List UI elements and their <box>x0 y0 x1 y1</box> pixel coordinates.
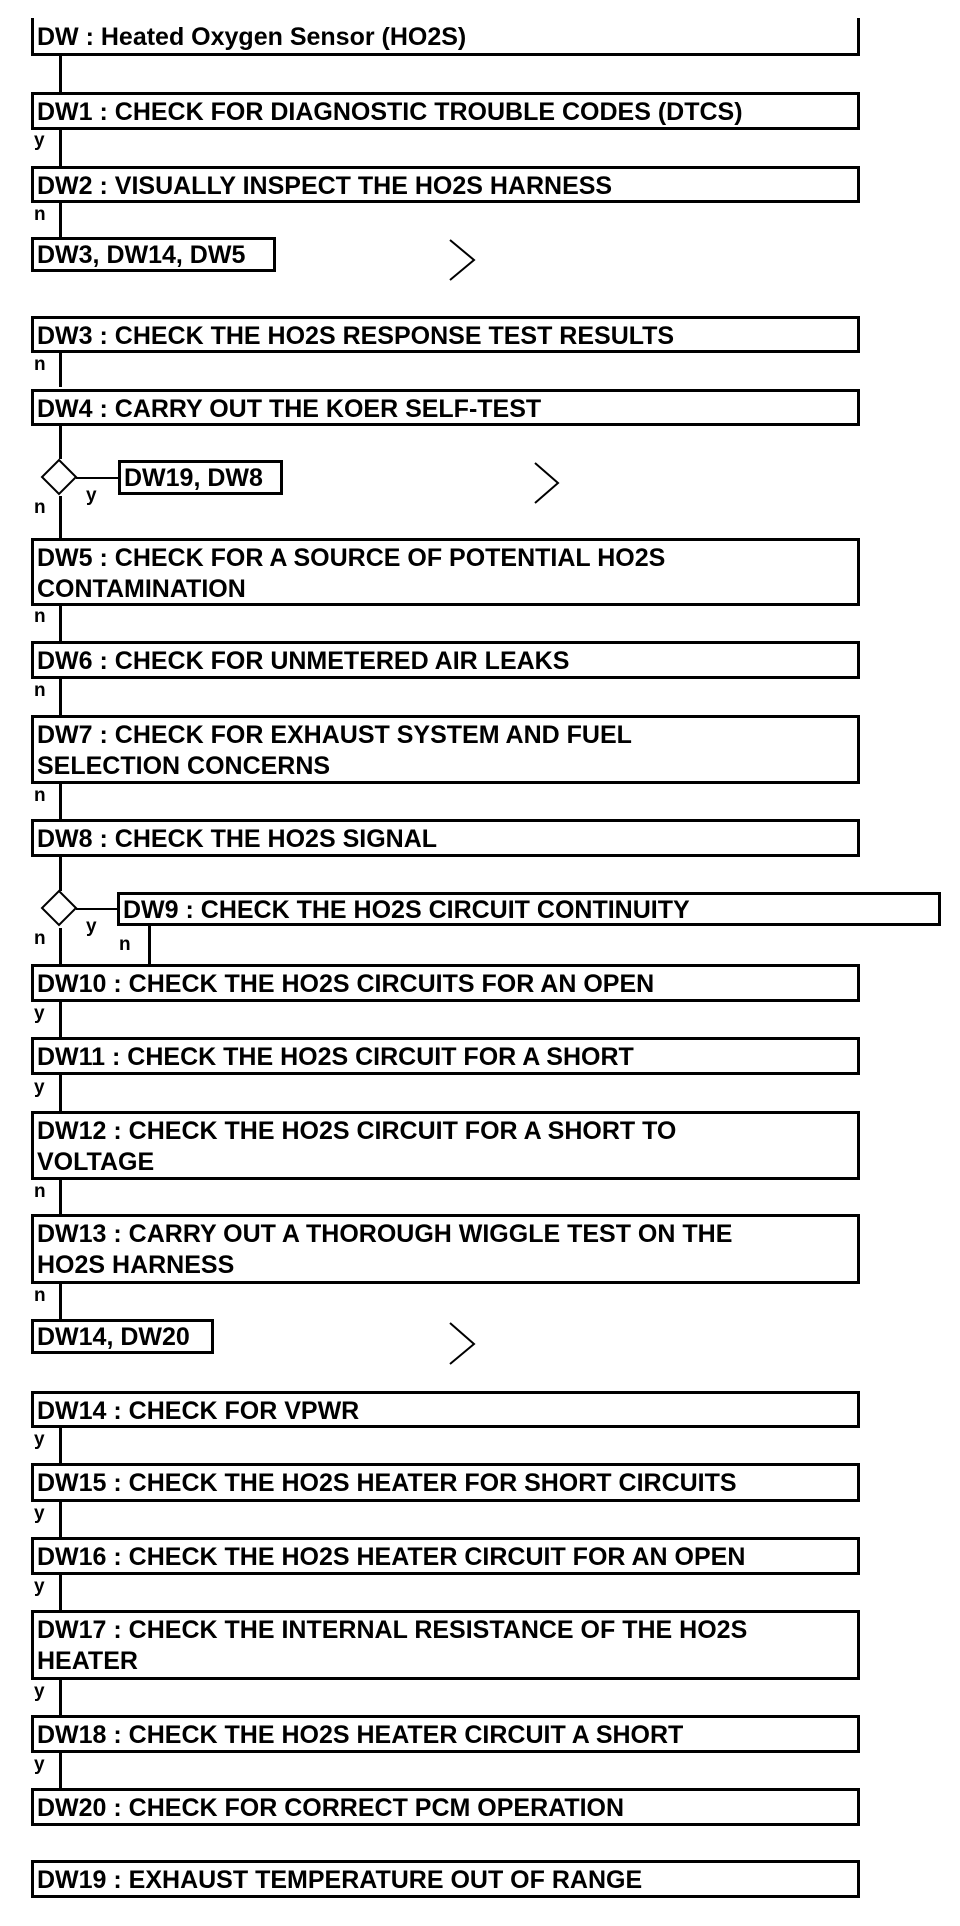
step-dw17: DW17 : CHECK THE INTERNAL RESISTANCE OF THE HO2S HEATER <box>31 1610 860 1680</box>
no-label: n <box>34 680 46 701</box>
step-dw11: DW11 : CHECK THE HO2S CIRCUIT FOR A SHORT <box>31 1037 860 1075</box>
step-dw8: DW8 : CHECK THE HO2S SIGNAL <box>31 819 860 857</box>
flowchart-title: DW : Heated Oxygen Sensor (HO2S) <box>31 18 860 56</box>
decision-diamond <box>42 460 76 494</box>
step-dw1: DW1 : CHECK FOR DIAGNOSTIC TROUBLE CODES (DTCS) <box>31 92 860 130</box>
step-dw10: DW10 : CHECK THE HO2S CIRCUITS FOR AN OPEN <box>31 964 860 1002</box>
step-dw5: DW5 : CHECK FOR A SOURCE OF POTENTIAL HO2S CONTAMINATION <box>31 538 860 606</box>
no-label: n <box>34 354 46 375</box>
step-dw18: DW18 : CHECK THE HO2S HEATER CIRCUIT A SHORT <box>31 1715 860 1753</box>
reference-box: DW3, DW14, DW5 <box>31 237 276 272</box>
step-dw7: DW7 : CHECK FOR EXHAUST SYSTEM AND FUEL SELECTION CONCERNS <box>31 715 860 784</box>
decision-diamond <box>42 891 76 925</box>
yes-label: y <box>34 130 45 151</box>
step-dw3: DW3 : CHECK THE HO2S RESPONSE TEST RESULTS <box>31 316 860 353</box>
step-dw6: DW6 : CHECK FOR UNMETERED AIR LEAKS <box>31 641 860 679</box>
step-dw12: DW12 : CHECK THE HO2S CIRCUIT FOR A SHORT TO VOLTAGE <box>31 1111 860 1180</box>
yes-label: y <box>34 1077 45 1098</box>
no-label: n <box>34 204 46 225</box>
step-dw19: DW19 : EXHAUST TEMPERATURE OUT OF RANGE <box>31 1860 860 1898</box>
no-label: n <box>34 1181 46 1202</box>
chevron-right-icon <box>450 1323 474 1364</box>
step-dw15: DW15 : CHECK THE HO2S HEATER FOR SHORT CIRCUITS <box>31 1463 860 1502</box>
no-label: n <box>119 934 131 955</box>
no-label: n <box>34 928 46 949</box>
yes-label: y <box>86 485 97 506</box>
yes-label: y <box>34 1503 45 1524</box>
reference-box: DW14, DW20 <box>31 1319 214 1354</box>
reference-box: DW19, DW8 <box>118 460 283 495</box>
no-label: n <box>34 497 46 518</box>
yes-label: y <box>86 916 97 937</box>
step-dw20: DW20 : CHECK FOR CORRECT PCM OPERATION <box>31 1788 860 1826</box>
step-dw14: DW14 : CHECK FOR VPWR <box>31 1391 860 1428</box>
yes-label: y <box>34 1576 45 1597</box>
step-dw13: DW13 : CARRY OUT A THOROUGH WIGGLE TEST ON THE HO2S HARNESS <box>31 1214 860 1284</box>
step-dw2: DW2 : VISUALLY INSPECT THE HO2S HARNESS <box>31 166 860 203</box>
no-label: n <box>34 785 46 806</box>
yes-label: y <box>34 1429 45 1450</box>
chevron-right-icon <box>535 463 558 503</box>
step-dw4: DW4 : CARRY OUT THE KOER SELF-TEST <box>31 389 860 426</box>
yes-label: y <box>34 1681 45 1702</box>
step-dw16: DW16 : CHECK THE HO2S HEATER CIRCUIT FOR AN OPEN <box>31 1537 860 1575</box>
yes-label: y <box>34 1754 45 1775</box>
yes-label: y <box>34 1003 45 1024</box>
no-label: n <box>34 606 46 627</box>
chevron-right-icon <box>450 240 474 280</box>
step-dw9: DW9 : CHECK THE HO2S CIRCUIT CONTINUITY <box>117 892 941 926</box>
no-label: n <box>34 1285 46 1306</box>
